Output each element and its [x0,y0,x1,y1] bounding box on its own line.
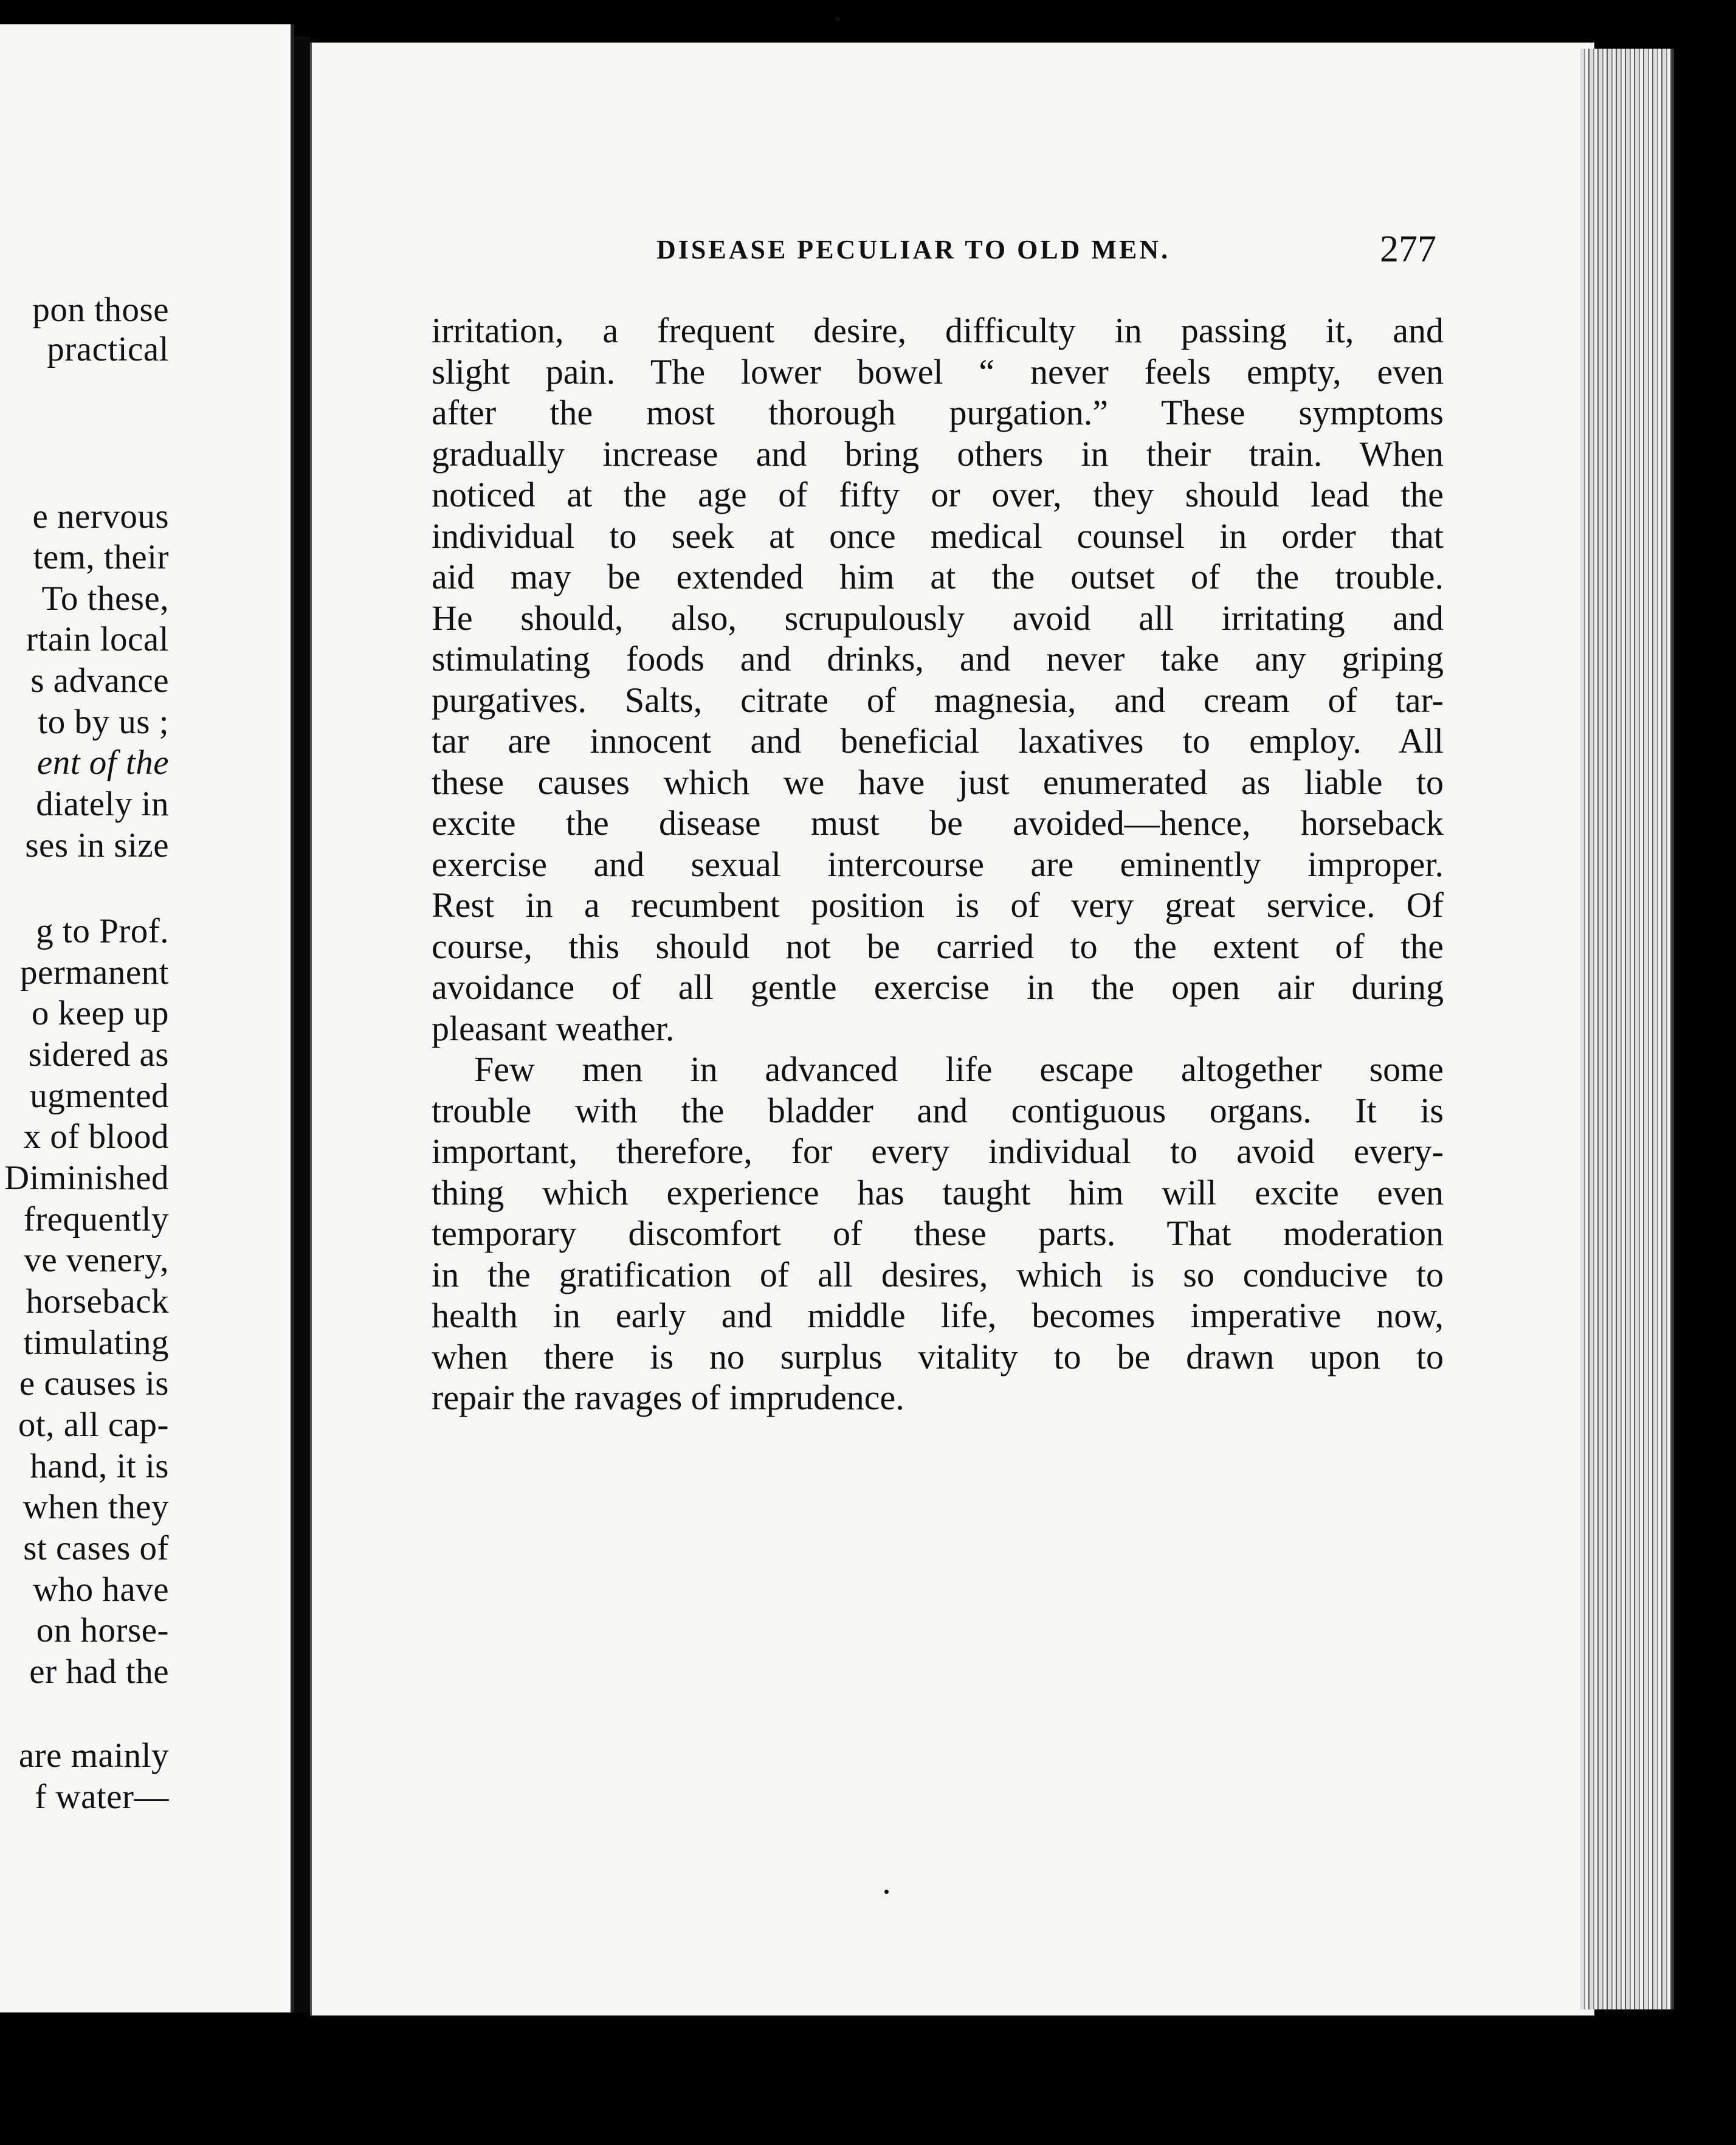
facing-page-line: practical [47,330,169,368]
text-line: when there is no surplus vitality to be drawn upon to [432,1336,1444,1376]
facing-page-line: st cases of [23,1529,169,1567]
text-line: important, therefore, for every individual to avoid every- [432,1131,1444,1171]
page-body [432,310,1444,1418]
text-line: purgatives. Salts, citrate of magnesia, and cream of tar- [432,680,1444,720]
facing-page-line: to by us ; [38,703,169,741]
print-speck [836,17,840,21]
text-line: individual to seek at once medical counsel in order that [432,516,1444,556]
facing-page-line: e nervous [32,497,169,536]
facing-page-line: ot, all cap- [18,1406,169,1444]
text-line: trouble with the bladder and contiguous organs. It is [432,1090,1444,1130]
facing-page-line: who have [32,1570,169,1609]
text-line: health in early and middle life, becomes imperative now, [432,1296,1444,1335]
paragraph-1 [432,310,1444,1049]
text-line: gradually increase and bring others in their train. When [432,433,1444,474]
facing-page-line: ses in size [25,826,169,865]
facing-page-line: x of blood [23,1117,169,1156]
text-line: stimulating foods and drinks, and never take any griping [432,639,1444,679]
text-line: tar are innocent and beneficial laxatives to employ. All [432,721,1444,761]
text-line: slight pain. The lower bowel “ never feels empty, even [432,351,1444,392]
text-line: Few men in advanced life escape altogether some [474,1049,1444,1089]
page-number: 277 [1380,229,1436,270]
page-edges [1580,49,1674,2009]
facing-page-line: diately in [36,785,169,823]
facing-page-line: rtain local [26,620,169,658]
facing-page-line: ugmented [30,1077,169,1115]
facing-page-line: Diminished [4,1159,169,1197]
facing-page-line: e causes is [19,1364,169,1403]
facing-page-line: er had the [29,1653,169,1691]
text-line: repair the ravages of imprudence. [432,1378,904,1417]
facing-page-line: g to Prof. [36,912,169,950]
facing-page-line: ve venery, [24,1241,169,1279]
facing-page-line: tem, their [33,538,169,576]
facing-page-line: timulating [23,1324,169,1362]
text-line: Rest in a recumbent position is of very great service. Of [432,885,1444,925]
text-line: excite the disease must be avoided—hence, horseback [432,803,1444,843]
facing-page-line: horseback [26,1282,169,1321]
print-speck [884,1890,889,1894]
text-line: course, this should not be carried to the extent of the [432,926,1444,966]
text-line: irritation, a frequent desire, difficulty in passing it, and [432,311,1444,350]
facing-page-line: on horse- [36,1611,169,1649]
facing-page-line: s advance [30,661,169,700]
text-line: thing which experience has taught him will excite even [432,1172,1444,1212]
text-line: He should, also, scrupulously avoid all irritating and [432,598,1444,638]
facing-page-line: f water— [35,1778,169,1816]
text-line: avoidance of all gentle exercise in the open air during [432,967,1444,1007]
book-gutter [294,36,311,2012]
running-head: DISEASE PECULIAR TO OLD MEN. [656,235,1171,264]
paragraph-2 [432,1049,1444,1418]
facing-page-line: To these, [41,579,169,618]
facing-page-line: hand, it is [30,1447,169,1485]
facing-page-line: when they [22,1488,169,1526]
text-line: these causes which we have just enumerated as liable to [432,762,1444,802]
facing-page-line: permanent [19,953,169,992]
text-line: noticed at the age of fifty or over, they should lead the [432,475,1444,514]
text-line: aid may be extended him at the outset of the trouble. [432,557,1444,596]
facing-page-line: frequently [23,1200,169,1238]
text-line: after the most thorough purgation.” These symptoms [432,393,1444,432]
facing-page [0,24,294,2012]
facing-page-line: are mainly [18,1736,169,1775]
facing-page-line: pon those [32,291,169,329]
facing-page-line: sidered as [28,1035,169,1074]
text-line: pleasant weather. [432,1008,675,1048]
text-line: exercise and sexual intercourse are eminently improper. [432,844,1444,884]
text-line: temporary discomfort of these parts. That moderation [432,1214,1444,1253]
facing-page-line: o keep up [31,994,169,1032]
text-line: in the gratification of all desires, which is so conducive to [432,1254,1444,1294]
facing-page-line: ent of the [36,744,169,782]
